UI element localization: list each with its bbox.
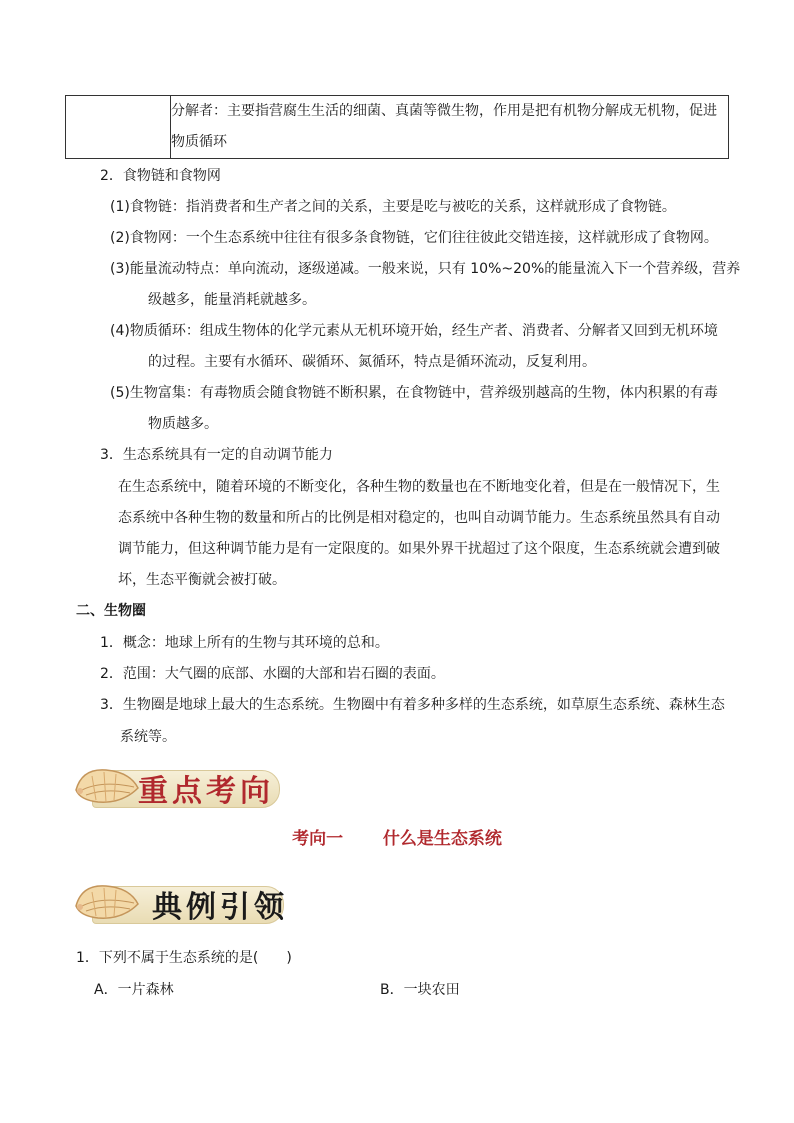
para-energy-flow-2: 级越多，能量消耗就越多。 [148, 292, 316, 308]
heading-biosphere: 二、生物圈 [76, 603, 146, 619]
para-regulation-1: 在生态系统中，随着环境的不断变化，各种生物的数量也在不断地变化着，但是在一般情况下，生 [118, 479, 720, 495]
table-left-cell [66, 96, 171, 159]
section-name: 什么是生态系统 [382, 829, 502, 849]
para-regulation-3: 调节能力，但这种调节能力是有一定限度的。如果外界干扰超过了这个限度，生态系统就会遭到破 [118, 541, 720, 557]
heading-food-chain: 2．食物链和食物网 [100, 168, 221, 184]
para-regulation-4: 坏，生态平衡就会被打破。 [118, 572, 286, 588]
item-range: 2．范围：大气圈的底部、水圈的大部和岩石圈的表面。 [100, 666, 445, 682]
para-food-chain: (1)食物链：指消费者和生产者之间的关系，主要是吃与被吃的关系，这样就形成了食物链。 [110, 199, 676, 215]
para-bioaccumulation-1: (5)生物富集：有毒物质会随食物链不断积累，在食物链中，营养级别越高的生物，体内积累的有毒 [110, 385, 718, 401]
para-bioaccumulation-2: 物质越多。 [148, 416, 218, 432]
key-topics-title: 重点考向 [138, 774, 274, 809]
seashell-icon [72, 760, 142, 810]
typical-example-banner [72, 876, 287, 926]
table-decomposer-cell [171, 96, 729, 159]
para-food-web: (2)食物网：一个生态系统中往往有很多条食物链，它们往往彼此交错连接，这样就形成了食物网。 [110, 230, 718, 246]
para-matter-cycle-2: 的过程。主要有水循环、碳循环、氮循环，特点是循环流动，反复利用。 [148, 354, 596, 370]
table-line-2: 物质循环 [171, 134, 227, 150]
question-stem: 1．下列不属于生态系统的是( ) [76, 950, 292, 966]
para-regulation-2: 态系统中各种生物的数量和所占的比例是相对稳定的，也叫自动调节能力。生态系统虽然具有自动 [118, 510, 720, 526]
section-heading [0, 824, 794, 849]
table-line-1: 分解者：主要指营腐生生活的细菌、真菌等微生物，作用是把有机物分解成无机物，促进 [171, 103, 717, 119]
item-largest-ecosystem-1: 3．生物圈是地球上最大的生态系统。生物圈中有着多种多样的生态系统，如草原生态系统、森林生态 [100, 697, 725, 713]
typical-example-title: 典例引领 [152, 890, 288, 925]
key-topics-banner [72, 760, 282, 810]
item-concept: 1．概念：地球上所有的生物与其环境的总和。 [100, 635, 389, 651]
seashell-icon [72, 876, 142, 926]
option-a: A．一片森林 [94, 982, 174, 998]
para-matter-cycle-1: (4)物质循环：组成生物体的化学元素从无机环境开始，经生产者、消费者、分解者又回到无机环境 [110, 323, 718, 339]
summary-table [65, 95, 729, 159]
heading-self-regulation: 3．生态系统具有一定的自动调节能力 [100, 447, 333, 463]
item-largest-ecosystem-2: 系统等。 [120, 729, 176, 745]
section-label: 考向一 [292, 829, 344, 849]
para-energy-flow-1: (3)能量流动特点：单向流动，逐级递减。一般来说，只有 10%~20%的能量流入下一个营养级，营养 [110, 261, 741, 277]
option-b: B．一块农田 [380, 982, 460, 998]
